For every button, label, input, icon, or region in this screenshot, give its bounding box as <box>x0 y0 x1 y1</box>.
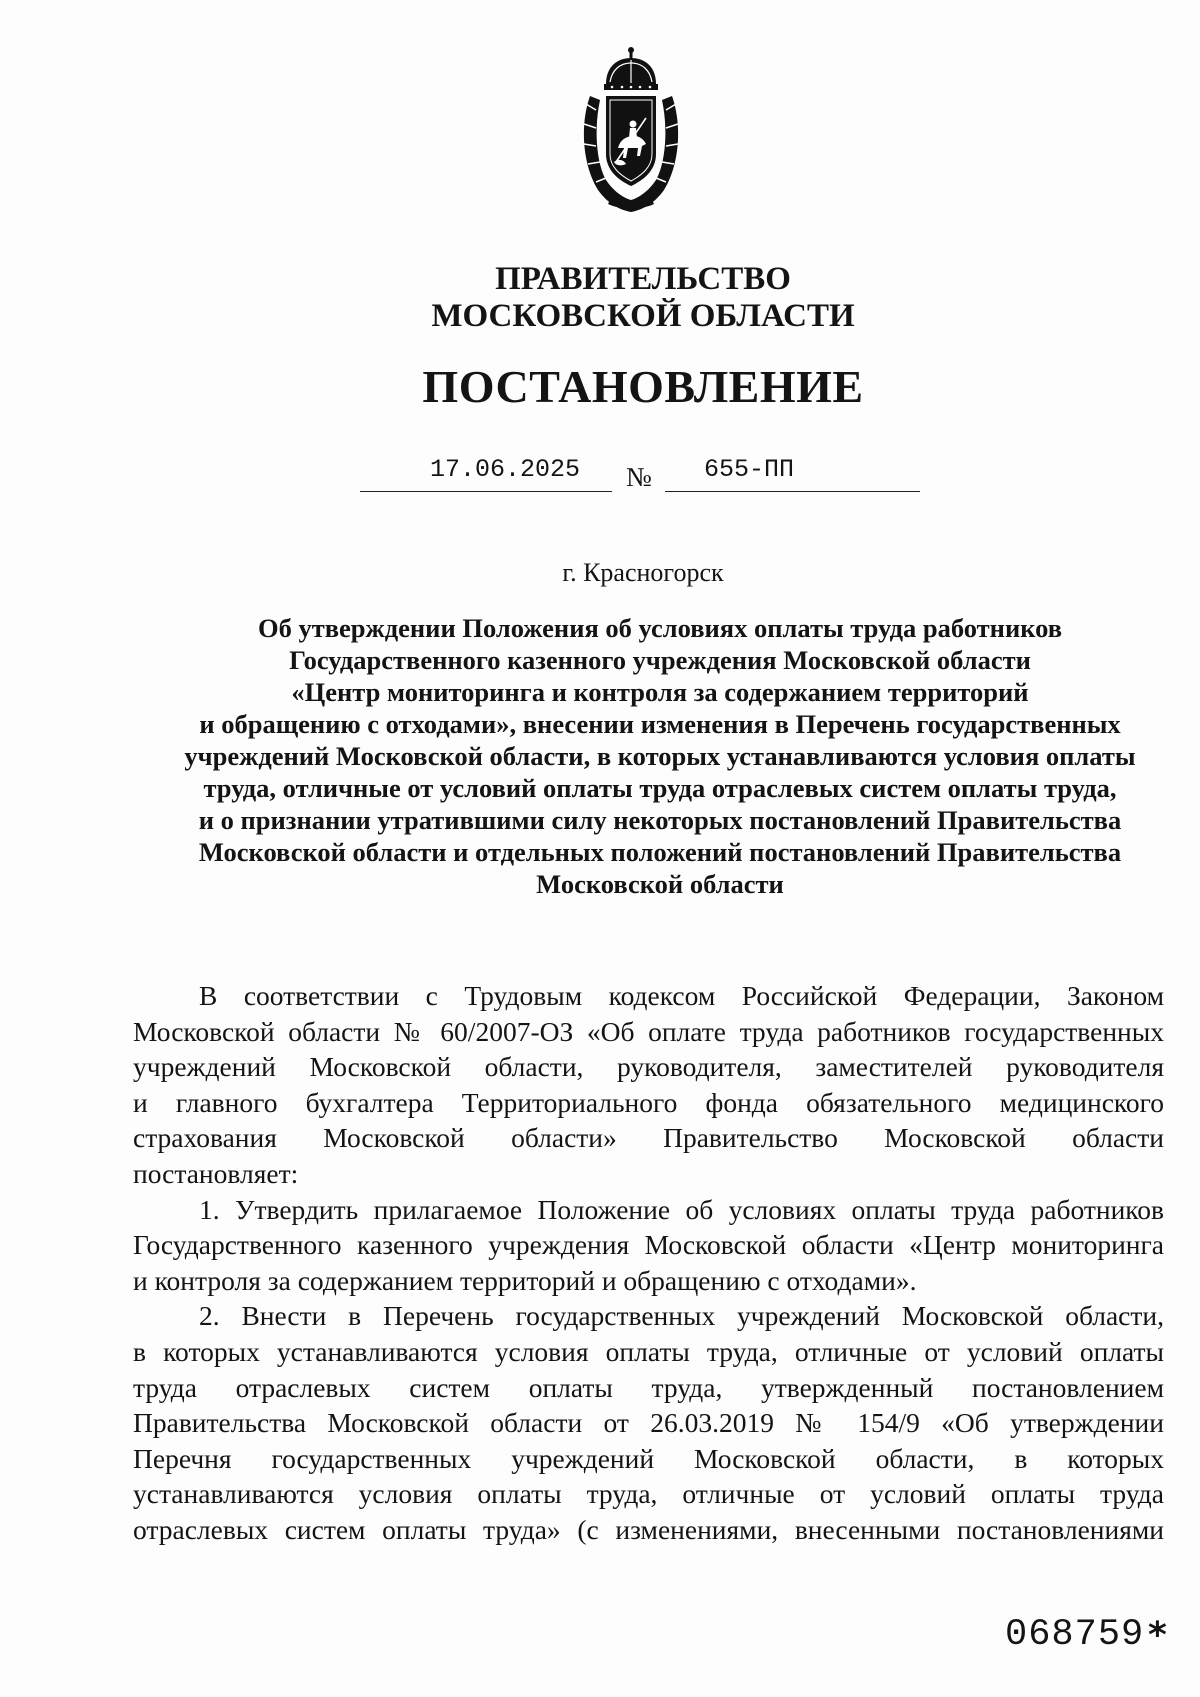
title-line: «Центр мониторинга и контроля за содержанием территорий <box>291 677 1029 707</box>
organization-name-line-1: ПРАВИТЕЛЬСТВО <box>495 261 791 297</box>
body-line: 1. Утвердить прилагаемое Положение об условиях оплаты труда работников <box>199 1193 1164 1225</box>
title-line: Государственного казенного учреждения Московской области <box>289 645 1031 675</box>
body-line: отраслевых систем оплаты труда» (с изменениями, внесенными постановлениями <box>133 1513 1164 1545</box>
document-date: 17.06.2025 <box>430 455 581 484</box>
date-underline <box>360 491 612 492</box>
body-line: учреждений Московской области, руководителя, заместителей руководителя <box>133 1051 1164 1083</box>
body-line: и контроля за содержанием территорий и обращению с отходами». <box>133 1264 917 1296</box>
document-type-heading: ПОСТАНОВЛЕНИЕ <box>422 361 864 412</box>
body-line: Перечня государственных учреждений Московской области, в которых <box>133 1442 1164 1474</box>
coat-of-arms-icon <box>576 44 686 214</box>
body-line: в которых устанавливаются условия оплаты труда, отличные от условий оплаты <box>133 1335 1164 1367</box>
title-line: Московской области <box>536 869 784 899</box>
form-serial-number: 068759 <box>1005 1614 1145 1656</box>
organization-name-line-2: МОСКОВСКОЙ ОБЛАСТИ <box>431 298 855 334</box>
title-line: Московской области и отдельных положений постановлений Правительства <box>198 837 1122 867</box>
resolution-body <box>133 978 1164 1548</box>
body-line: постановляет: <box>133 1157 299 1189</box>
number-sign: № <box>626 462 652 492</box>
body-line: Государственного казенного учреждения Московской области «Центр мониторинга <box>133 1229 1164 1261</box>
body-line: Московской области № 60/2007-ОЗ «Об оплате труда работников государственных <box>133 1015 1164 1047</box>
body-line: и главного бухгалтера Территориального фонда обязательного медицинского <box>133 1086 1164 1118</box>
title-line: труда, отличные от условий оплаты труда отраслевых систем оплаты труда, <box>203 773 1117 803</box>
title-line: и обращению с отходами», внесении изменения в Перечень государственных <box>199 709 1121 739</box>
asterisk-mark: * <box>1148 1615 1167 1656</box>
number-underline <box>665 491 920 492</box>
body-line: страхования Московской области» Правительство Московской области <box>133 1122 1164 1154</box>
body-line: труда отраслевых систем оплаты труда, утвержденный постановлением <box>133 1371 1164 1403</box>
body-line: Правительства Московской области от 26.03.2019 № 154/9 «Об утверждении <box>133 1407 1164 1439</box>
body-line: устанавливаются условия оплаты труда, отличные от условий оплаты труда <box>133 1478 1164 1510</box>
city-name: г. Красногорск <box>562 558 724 587</box>
body-line: В соответствии с Трудовым кодексом Российской Федерации, Законом <box>199 980 1164 1011</box>
title-line: учреждений Московской области, в которых устанавливаются условия оплаты <box>184 741 1136 771</box>
title-line: и о признании утратившими силу некоторых постановлений Правительства <box>198 805 1122 835</box>
resolution-title <box>140 612 1180 900</box>
document-number: 655-ПП <box>704 455 795 484</box>
title-line: Об утверждении Положения об условиях оплаты труда работников <box>257 613 1063 643</box>
body-line: 2. Внести в Перечень государственных учреждений Московской области, <box>199 1300 1164 1332</box>
